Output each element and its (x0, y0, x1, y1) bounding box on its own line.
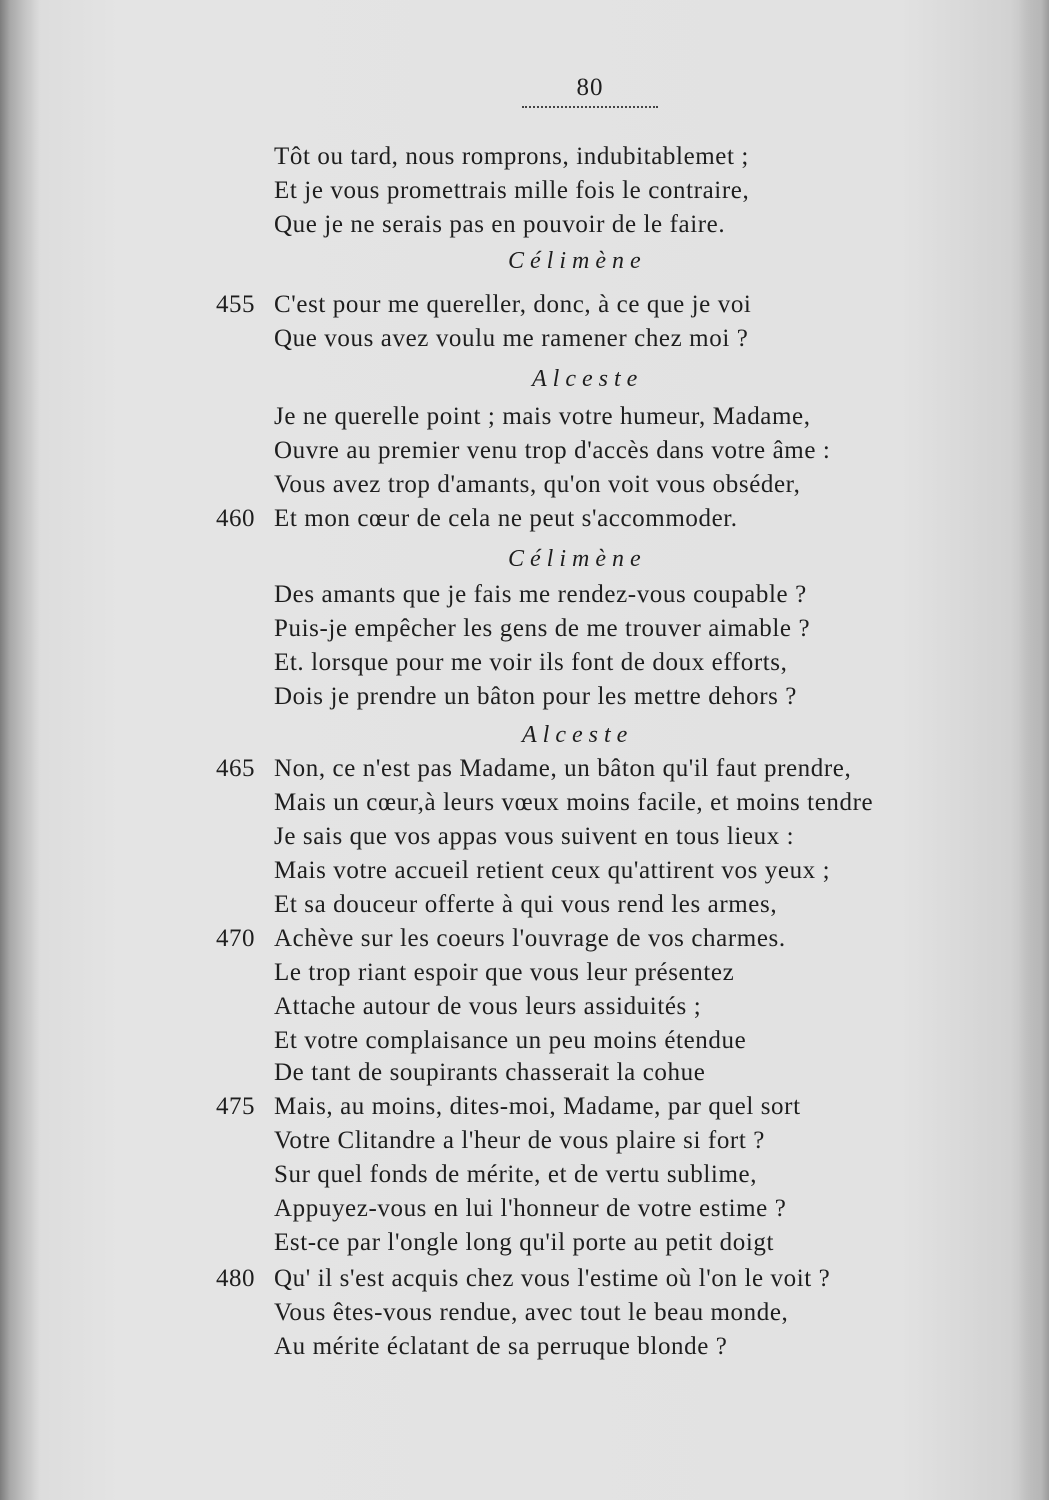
verse-line: Et votre complaisance un peu moins étendue (274, 1027, 747, 1054)
verse-line-number: 460 (216, 505, 255, 532)
verse-line: Sur quel fonds de mérite, et de vertu sublime, (274, 1161, 758, 1188)
verse-line: Que vous avez voulu me ramener chez moi ? (274, 325, 749, 352)
verse-line-number: 455 (216, 291, 255, 318)
verse-line: Des amants que je fais me rendez-vous coupable ? (274, 581, 807, 608)
verse-line: Je sais que vos appas vous suivent en tous lieux : (274, 823, 795, 850)
verse-line: Et sa douceur offerte à qui vous rend les armes, (274, 891, 778, 918)
verse-line: Qu' il s'est acquis chez vous l'estime où l'on le voit ? (274, 1265, 831, 1292)
verse-line: Tôt ou tard, nous romprons, indubitablemet ; (274, 143, 749, 170)
verse-line-number: 470 (216, 925, 255, 952)
page-number-rule (522, 106, 658, 108)
verse-line: Vous avez trop d'amants, qu'on voit vous obséder, (274, 471, 801, 498)
verse-line: Et mon cœur de cela ne peut s'accommoder. (274, 505, 738, 532)
verse-line: Appuyez-vous en lui l'honneur de votre estime ? (274, 1195, 787, 1222)
page-edge-shadow (1019, 0, 1049, 1500)
verse-line: Mais votre accueil retient ceux qu'attirent vos yeux ; (274, 857, 831, 884)
verse-line: Et. lorsque pour me voir ils font de doux efforts, (274, 649, 788, 676)
verse-line: Mais un cœur,à leurs vœux moins facile, et moins tendre (274, 789, 874, 816)
verse-line: Ouvre au premier venu trop d'accès dans votre âme : (274, 437, 831, 464)
speaker-name: Alceste (522, 722, 634, 748)
book-spine-shadow (0, 0, 40, 1500)
verse-line: Puis-je empêcher les gens de me trouver aimable ? (274, 615, 811, 642)
verse-line: Non, ce n'est pas Madame, un bâton qu'il faut prendre, (274, 755, 852, 782)
verse-line: Votre Clitandre a l'heur de vous plaire si fort ? (274, 1127, 765, 1154)
verse-line: C'est pour me quereller, donc, à ce que je voi (274, 291, 752, 318)
speaker-name: Célimène (508, 248, 647, 274)
verse-line: Que je ne serais pas en pouvoir de le faire. (274, 211, 726, 238)
verse-line: Au mérite éclatant de sa perruque blonde ? (274, 1333, 728, 1360)
verse-line: Vous êtes-vous rendue, avec tout le beau monde, (274, 1299, 789, 1326)
verse-line: Est-ce par l'ongle long qu'il porte au petit doigt (274, 1229, 775, 1256)
page-number: 80 (576, 74, 604, 101)
verse-line: De tant de soupirants chasserait la cohue (274, 1059, 706, 1086)
verse-line-number: 465 (216, 755, 255, 782)
verse-line: Le trop riant espoir que vous leur présentez (274, 959, 735, 986)
verse-line-number: 480 (216, 1265, 255, 1292)
speaker-name: Alceste (532, 366, 644, 392)
verse-line: Attache autour de vous leurs assiduités ; (274, 993, 702, 1020)
verse-line: Mais, au moins, dites-moi, Madame, par quel sort (274, 1093, 801, 1120)
verse-line-number: 475 (216, 1093, 255, 1120)
verse-line: Je ne querelle point ; mais votre humeur, Madame, (274, 403, 811, 430)
verse-line: Et je vous promettrais mille fois le contraire, (274, 177, 750, 204)
speaker-name: Célimène (508, 546, 647, 572)
verse-line: Dois je prendre un bâton pour les mettre dehors ? (274, 683, 798, 710)
verse-line: Achève sur les coeurs l'ouvrage de vos charmes. (274, 925, 786, 952)
